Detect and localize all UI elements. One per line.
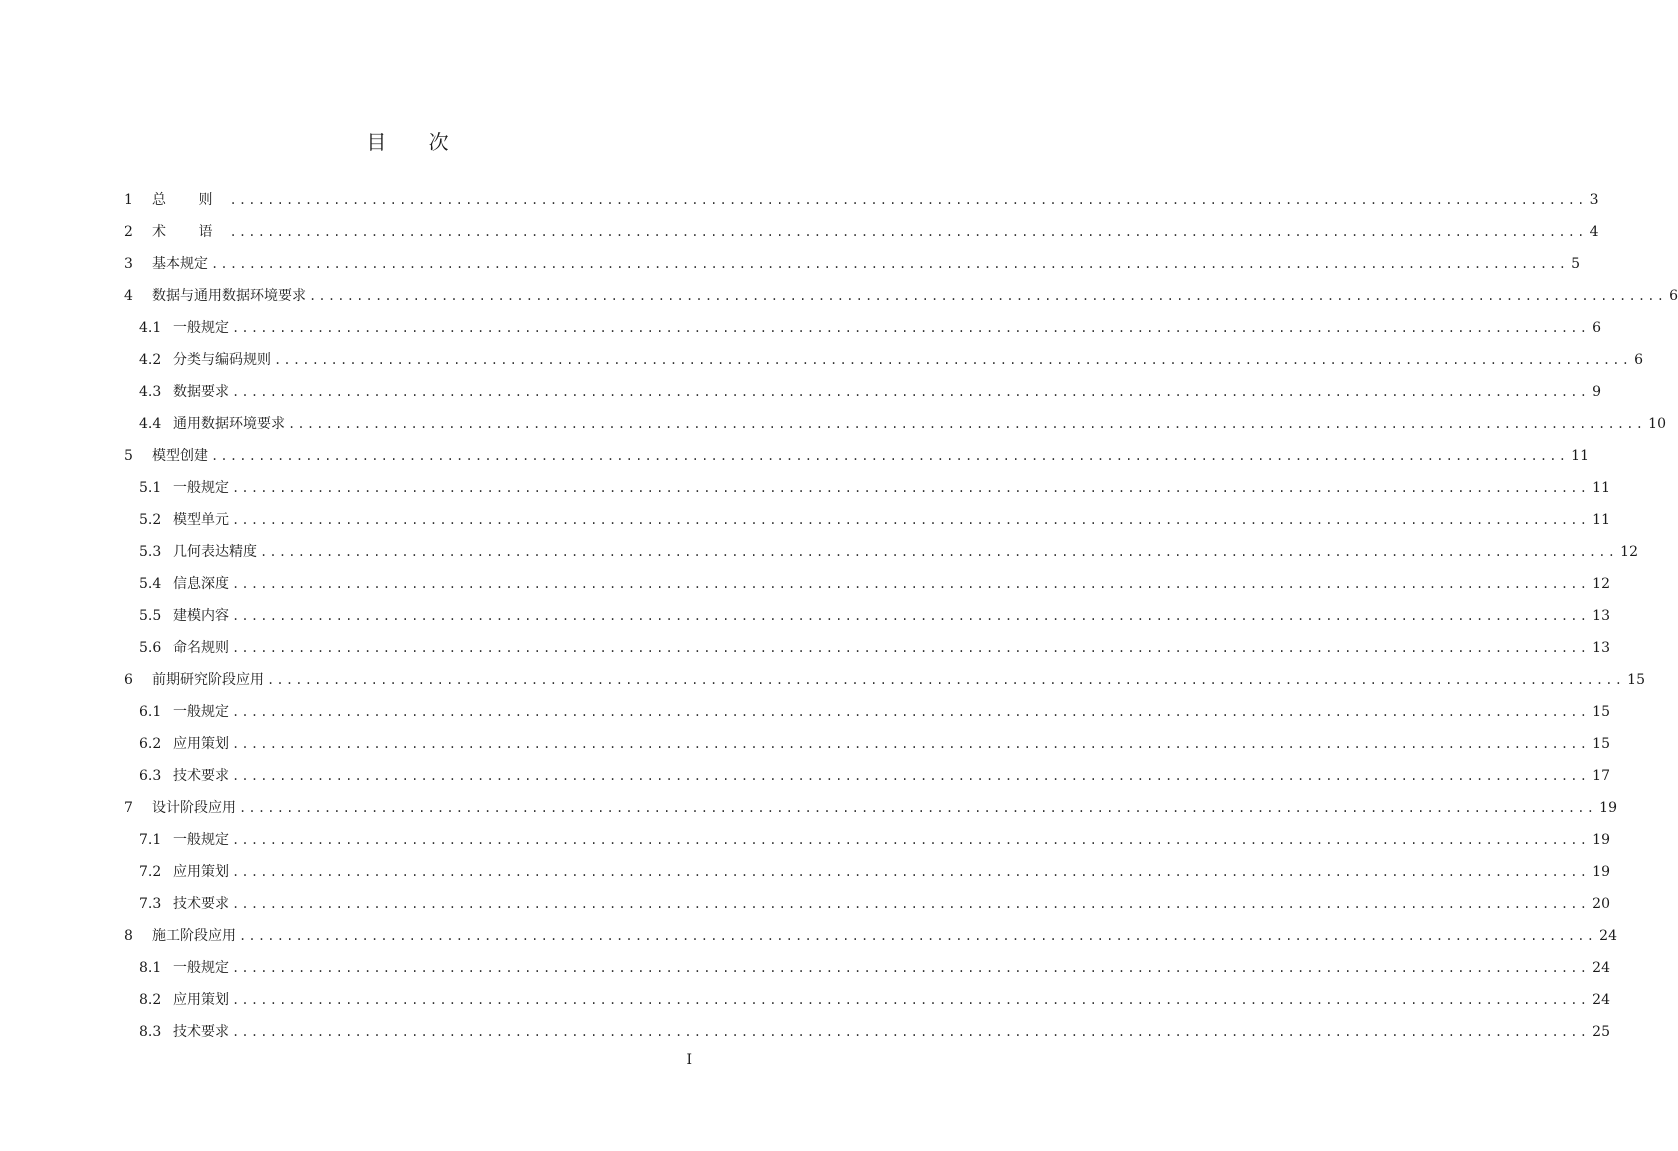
toc-entry-number: 7 xyxy=(124,800,133,816)
page-number: I xyxy=(686,1052,692,1068)
toc-entry-title: 一般规定 xyxy=(173,960,229,976)
toc-dot-leader: ................................................................................................................................................ xyxy=(229,225,1587,239)
toc-entry[interactable] xyxy=(139,858,1610,886)
toc-dot-leader: ................................................................................................................................................ xyxy=(211,257,1569,271)
toc-entry-page: 24 xyxy=(1592,992,1610,1008)
toc-entry-title: 建模内容 xyxy=(173,608,229,624)
toc-entry[interactable] xyxy=(139,314,1602,342)
toc-entry-title: 数据与通用数据环境要求 xyxy=(152,288,306,304)
toc-dot-leader: ................................................................................................................................................ xyxy=(267,673,1625,687)
toc-entry-title: 设计阶段应用 xyxy=(152,800,236,816)
toc-entry[interactable] xyxy=(139,890,1610,918)
toc-entry-number: 6.3 xyxy=(139,768,162,784)
toc-entry-page: 15 xyxy=(1592,736,1610,752)
toc-entry[interactable] xyxy=(124,666,1645,694)
toc-entry-title: 基本规定 xyxy=(152,256,208,272)
toc-dot-leader: ................................................................................................................................................ xyxy=(232,705,1590,719)
toc-entry[interactable] xyxy=(139,602,1610,630)
toc-entry-title: 总 则 xyxy=(152,192,227,208)
toc-entry-number: 4.1 xyxy=(139,320,162,336)
toc-entry-title: 前期研究阶段应用 xyxy=(152,672,264,688)
toc-entry-number: 6 xyxy=(124,672,133,688)
toc-entry-page: 11 xyxy=(1571,448,1589,464)
toc-entry[interactable] xyxy=(139,474,1610,502)
toc-entry[interactable] xyxy=(139,570,1610,598)
toc-entry-page: 6 xyxy=(1592,320,1602,336)
toc-entry-page: 13 xyxy=(1592,608,1610,624)
toc-dot-leader: ................................................................................................................................................ xyxy=(239,801,1597,815)
toc-entry-title: 模型单元 xyxy=(173,512,229,528)
toc-entry[interactable] xyxy=(139,954,1610,982)
toc-entry-title: 一般规定 xyxy=(173,480,229,496)
toc-entry-title: 通用数据环境要求 xyxy=(173,416,285,432)
toc-dot-leader: ................................................................................................................................................ xyxy=(232,609,1590,623)
toc-entry-page: 24 xyxy=(1599,928,1617,944)
toc-entry-page: 25 xyxy=(1592,1024,1610,1040)
toc-entry[interactable] xyxy=(124,794,1617,822)
toc-dot-leader: ................................................................................................................................................ xyxy=(232,993,1590,1007)
toc-entry[interactable] xyxy=(139,986,1610,1014)
toc-entry-number: 4.3 xyxy=(139,384,162,400)
toc-entry-page: 3 xyxy=(1589,192,1599,208)
toc-entry[interactable] xyxy=(139,634,1610,662)
toc-entry-title: 一般规定 xyxy=(173,704,229,720)
toc-entry[interactable] xyxy=(139,762,1610,790)
toc-entry-title: 应用策划 xyxy=(173,736,229,752)
toc-entry-number: 5.6 xyxy=(139,640,162,656)
toc-entry-number: 5.5 xyxy=(139,608,162,624)
toc-entry-number: 5.4 xyxy=(139,576,162,592)
toc-entry-number: 8.1 xyxy=(139,960,162,976)
toc-entry-title: 施工阶段应用 xyxy=(152,928,236,944)
toc-dot-leader: ................................................................................................................................................ xyxy=(211,449,1569,463)
toc-entry[interactable] xyxy=(139,346,1644,374)
toc-entry-title: 几何表达精度 xyxy=(173,544,257,560)
toc-dot-leader: ................................................................................................................................................ xyxy=(309,289,1667,303)
toc-entry-number: 7.3 xyxy=(139,896,162,912)
toc-entry-title: 一般规定 xyxy=(173,832,229,848)
toc-entry-page: 13 xyxy=(1592,640,1610,656)
toc-entry-page: 11 xyxy=(1592,512,1610,528)
toc-dot-leader: ................................................................................................................................................ xyxy=(232,737,1590,751)
toc-entry-page: 24 xyxy=(1592,960,1610,976)
toc-entry-number: 7.2 xyxy=(139,864,162,880)
toc-entry-page: 11 xyxy=(1592,480,1610,496)
toc-entry-title: 数据要求 xyxy=(173,384,229,400)
toc-entry[interactable] xyxy=(139,698,1610,726)
toc-entry[interactable] xyxy=(124,922,1617,950)
toc-entry-number: 5.2 xyxy=(139,512,162,528)
toc-entry-number: 8.2 xyxy=(139,992,162,1008)
toc-entry-title: 术 语 xyxy=(152,224,227,240)
toc-entry-title: 分类与编码规则 xyxy=(173,352,271,368)
toc-entry-number: 6.1 xyxy=(139,704,162,720)
toc-dot-leader: ................................................................................................................................................ xyxy=(232,385,1590,399)
toc-dot-leader: ................................................................................................................................................ xyxy=(232,513,1590,527)
toc-entry-number: 5 xyxy=(124,448,133,464)
toc-entry-page: 5 xyxy=(1571,256,1581,272)
toc-entry[interactable] xyxy=(139,538,1638,566)
toc-entry-title: 技术要求 xyxy=(173,768,229,784)
page-title: 目 次 xyxy=(366,130,467,154)
toc-dot-leader: ................................................................................................................................................ xyxy=(232,321,1590,335)
toc-entry[interactable] xyxy=(124,218,1599,246)
toc-dot-leader: ................................................................................................................................................ xyxy=(232,865,1590,879)
toc-entry-number: 7.1 xyxy=(139,832,162,848)
toc-entry-page: 6 xyxy=(1669,288,1678,304)
toc-entry-page: 9 xyxy=(1592,384,1602,400)
toc-dot-leader: ................................................................................................................................................ xyxy=(229,193,1587,207)
toc-entry-page: 17 xyxy=(1592,768,1610,784)
toc-entry-title: 模型创建 xyxy=(152,448,208,464)
toc-dot-leader: ................................................................................................................................................ xyxy=(232,897,1590,911)
toc-dot-leader: ................................................................................................................................................ xyxy=(232,481,1590,495)
toc-entry-number: 4.4 xyxy=(139,416,162,432)
toc-entry-page: 19 xyxy=(1599,800,1617,816)
toc-entry-number: 6.2 xyxy=(139,736,162,752)
toc-dot-leader: ................................................................................................................................................ xyxy=(232,1025,1590,1039)
toc-entry-number: 8 xyxy=(124,928,133,944)
toc-entry-number: 5.3 xyxy=(139,544,162,560)
toc-entry-page: 20 xyxy=(1592,896,1610,912)
toc-entry[interactable] xyxy=(139,1018,1610,1046)
toc-entry-number: 8.3 xyxy=(139,1024,162,1040)
toc-entry[interactable] xyxy=(124,442,1589,470)
toc-entry-number: 1 xyxy=(124,192,133,208)
toc-dot-leader: ................................................................................................................................................ xyxy=(288,417,1646,431)
toc-entry-page: 15 xyxy=(1592,704,1610,720)
toc-entry-page: 4 xyxy=(1589,224,1599,240)
toc-dot-leader: ................................................................................................................................................ xyxy=(232,641,1590,655)
toc-entry-title: 一般规定 xyxy=(173,320,229,336)
toc-entry-title: 技术要求 xyxy=(173,896,229,912)
toc-entry[interactable] xyxy=(139,506,1610,534)
toc-entry-title: 技术要求 xyxy=(173,1024,229,1040)
toc-entry[interactable] xyxy=(139,730,1610,758)
toc-dot-leader: ................................................................................................................................................ xyxy=(232,833,1590,847)
toc-entry-number: 3 xyxy=(124,256,133,272)
toc-entry-page: 12 xyxy=(1620,544,1638,560)
toc-dot-leader: ................................................................................................................................................ xyxy=(260,545,1618,559)
toc-entry-title: 信息深度 xyxy=(173,576,229,592)
toc-entry-title: 应用策划 xyxy=(173,864,229,880)
toc-entry-page: 12 xyxy=(1592,576,1610,592)
toc-entry[interactable] xyxy=(139,410,1666,438)
toc-entry[interactable] xyxy=(124,186,1599,214)
toc-entry-page: 15 xyxy=(1627,672,1645,688)
toc-entry-title: 应用策划 xyxy=(173,992,229,1008)
toc-entry[interactable] xyxy=(124,282,1678,310)
toc-entry-page: 10 xyxy=(1648,416,1666,432)
toc-entry-page: 19 xyxy=(1592,832,1610,848)
toc-dot-leader: ................................................................................................................................................ xyxy=(274,353,1632,367)
toc-entry-page: 6 xyxy=(1634,352,1644,368)
toc-entry-number: 4 xyxy=(124,288,133,304)
toc-entry[interactable] xyxy=(139,826,1610,854)
toc-entry-title: 命名规则 xyxy=(173,640,229,656)
toc-dot-leader: ................................................................................................................................................ xyxy=(232,769,1590,783)
toc-dot-leader: ................................................................................................................................................ xyxy=(239,929,1597,943)
toc-entry-number: 5.1 xyxy=(139,480,162,496)
toc-entry[interactable] xyxy=(124,250,1581,278)
toc-entry-page: 19 xyxy=(1592,864,1610,880)
toc-entry[interactable] xyxy=(139,378,1602,406)
toc-entry-number: 4.2 xyxy=(139,352,162,368)
toc-dot-leader: ................................................................................................................................................ xyxy=(232,577,1590,591)
toc-dot-leader: ................................................................................................................................................ xyxy=(232,961,1590,975)
toc-entry-number: 2 xyxy=(124,224,133,240)
